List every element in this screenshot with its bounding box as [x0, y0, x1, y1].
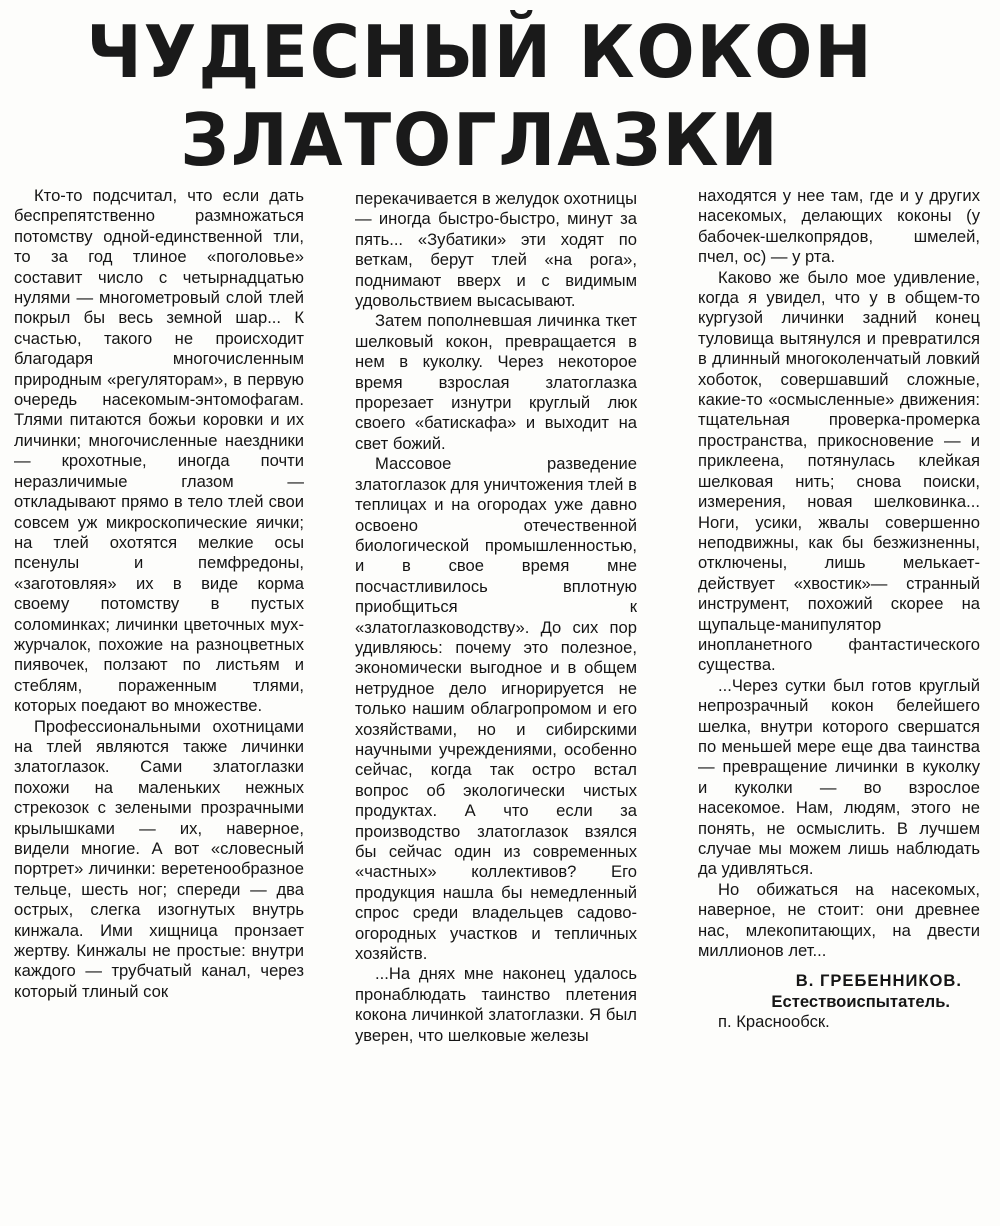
- headline-line-1: ЧУДЕСНЫЙ КОКОН: [86, 10, 874, 94]
- article-column-2: [355, 189, 637, 1046]
- paragraph: ...Через сутки был готов круглый непрозрачный кокон белейшего шелка, внутри которого свершатся по меньшей мере еще два таинства — превращение личинки в куколку и куколки — во взрослое насекомое. Нам, людям, этого не понять, не осмыслить. В лучшем случае мы можем лишь наблюдать да удивляться.: [698, 675, 980, 879]
- author-signature: [698, 971, 980, 1032]
- article-headline: [0, 10, 960, 182]
- article-column-3: [698, 186, 980, 1033]
- paragraph: Каково же было мое удивление, когда я увидел, что у в общем-то кургузой личинки задний конец туловища вытянулся и превратился в длинный многоколенчатый ловкий хоботок, совершавший сложные, какие-то «осмысленные» движения: тщательная проверка-промерка пространства, прикосновение — и приклеена, потянулась клейкая шелковая нить; снова поиски, измерения, новая шелковинка... Ноги, усики, жвалы совершенно неподвижны, как бы безжизненны, отключены, лишь мелькает-действует «хвостик»— странный инструмент, похожий скорее на щупальце-манипулятор инопланетного фантастического существа.: [698, 267, 980, 675]
- paragraph: Но обижаться на насекомых, наверное, не стоит: они древнее нас, млекопитающих, на двести миллионов лет...: [698, 879, 980, 961]
- author-role: Естествоиспытатель.: [771, 991, 950, 1011]
- paragraph: Массовое разведение златоглазок для уничтожения тлей в теплицах и на огородах уже давно освоено отечественной биологической промышленностью, и в свое время мне посчастливилось вплотную приобщиться к «златоглазководству». До сих пор удивляюсь: почему это полезное, экономически выгодное и в общем нетрудное дело игнорируется не только нашим облагропромом и его хозяйствами, но и сибирскими научными учреждениями, особенно сейчас, когда так остро встал вопрос об экологически чистых продуктах. А что если за производство златоглазок взялся бы сейчас один из современных «частных» коллективов? Его продукция нашла бы немедленный спрос среди владельцев садово-огородных участков и тепличных хозяйств.: [355, 454, 637, 964]
- paragraph: Профессиональными охотницами на тлей являются также личинки златоглазок. Сами златоглазки похожи на маленьких нежных стрекозок с зелеными прозрачными крылышками — их, наверное, видели многие. А вот «словесный портрет» личинки: веретенообразное тельце, шесть ног; спереди — два острых, слегка изогнутых внутрь кинжала. Ими хищница пронзает жертву. Кинжалы не простые: внутри каждого — трубчатый канал, через который тлиный сок: [14, 716, 304, 1001]
- paragraph-continued: перекачивается в желудок охотницы — иногда быстро-быстро, минут за пять... «Зубатики» эти ходят по веткам, берут тлей «на рога», поднимают вверх и с видимым удовольствием высасывают.: [355, 189, 637, 311]
- paragraph: Кто-то подсчитал, что если дать беспрепятственно размножаться потомству одной-единственной тли, то за год тлиное «поголовье» составит число с четырнадцатью нулями — многометровый слой тлей покрыл бы весь земной шар... К счастью, такого не происходит благодаря многочисленным природным «регуляторам», в первую очередь насекомым-энтомофагам. Тлями питаются божьи коровки и их личинки; многочисленные наездники — крохотные, иногда почти неразличимые глазом — откладывают прямо в тело тлей свои совсем уж микроскопические яички; на тлей охотятся мелкие осы псенулы и пемфредоны, «заготовляя» их в виде корма своему потомству в пустых соломинках; личинки цветочных мух-журчалок, похожие на разноцветных пиявочек, ползают по листьям и стеблям, пораженным тлями, которых поедают во множестве.: [14, 186, 304, 716]
- paragraph: Затем пополневшая личинка ткет шелковый кокон, превращается в нем в куколку. Через некоторое время взрослая златоглазка прорезает изнутри круглый люк своего «батискафа» и выходит на свет божий.: [355, 311, 637, 453]
- headline-line-2: ЗЛАТОГЛАЗКИ: [180, 98, 780, 182]
- paragraph: ...На днях мне наконец удалось пронаблюдать таинство плетения кокона личинкой златоглазки. Я был уверен, что шелковые железы: [355, 964, 637, 1045]
- author-location: п. Краснообск.: [718, 1012, 830, 1032]
- paragraph-continued: находятся у нее там, где и у других насекомых, делающих коконы (у бабочек-шелкопрядов, шмелей, пчел, ос) — у рта.: [698, 186, 980, 267]
- author-name: В. ГРЕБЕННИКОВ.: [795, 971, 962, 991]
- article-column-1: [14, 186, 304, 1002]
